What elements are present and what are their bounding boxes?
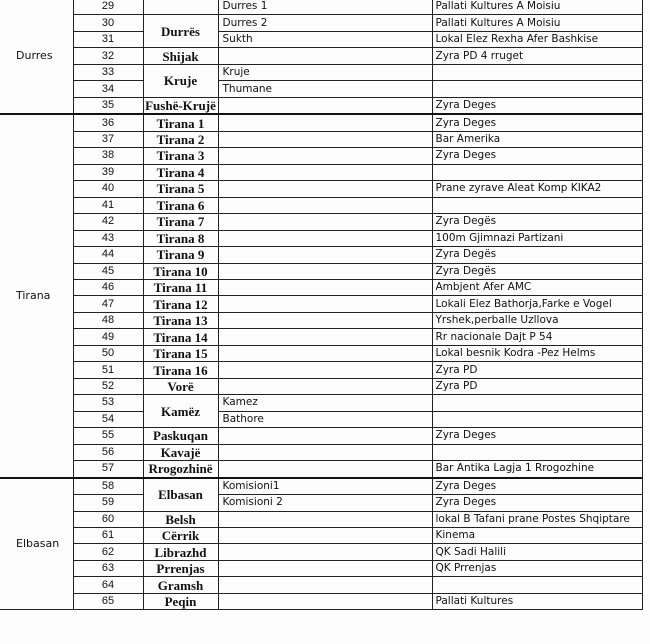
- location-cell: Zyra Degës: [432, 214, 642, 230]
- table-row: [0, 0, 642, 15]
- table-row: [0, 31, 642, 47]
- location-cell: Pallati Kultures A Moisiu: [432, 15, 642, 31]
- row-number: 36: [73, 114, 143, 131]
- table-row: [0, 230, 642, 246]
- municipality-cell: Librazhd: [143, 544, 218, 560]
- location-cell: Kinema: [432, 528, 642, 544]
- table-row: [0, 296, 642, 312]
- unit-cell: Bathore: [218, 411, 432, 427]
- location-cell: Lokal besnik Kodra -Pez Helms: [432, 345, 642, 361]
- municipality-cell: Tirana 12: [143, 296, 218, 312]
- location-cell: Zyra PD: [432, 362, 642, 378]
- row-number: 59: [73, 495, 143, 511]
- row-number: 40: [73, 181, 143, 197]
- row-number: 60: [73, 511, 143, 527]
- location-cell: lokal B Tafani prane Postes Shqiptare: [432, 511, 642, 527]
- location-cell: Pallati Kultures A Moisiu: [432, 0, 642, 15]
- table-row: [0, 395, 642, 411]
- location-cell: [432, 64, 642, 80]
- table-row: [0, 362, 642, 378]
- municipality-cell: Tirana 6: [143, 197, 218, 213]
- region-cell: Durres: [0, 0, 73, 114]
- location-cell: Zyra Deges: [432, 478, 642, 495]
- location-cell: [432, 395, 642, 411]
- location-cell: Zyra Deges: [432, 428, 642, 444]
- unit-cell: [218, 181, 432, 197]
- unit-cell: [218, 511, 432, 527]
- table-row: [0, 181, 642, 197]
- location-cell: Zyra PD 4 rruget: [432, 48, 642, 64]
- municipality-cell: Tirana 9: [143, 247, 218, 263]
- unit-cell: Durres 2: [218, 15, 432, 31]
- unit-cell: Kruje: [218, 64, 432, 80]
- unit-cell: [218, 247, 432, 263]
- row-number: 29: [73, 0, 143, 15]
- unit-cell: [218, 428, 432, 444]
- row-number: 47: [73, 296, 143, 312]
- location-cell: Zyra Deges: [432, 114, 642, 131]
- table-row: [0, 214, 642, 230]
- unit-cell: [218, 214, 432, 230]
- municipality-cell: Paskuqan: [143, 428, 218, 444]
- unit-cell: Komisioni 2: [218, 495, 432, 511]
- row-number: 52: [73, 378, 143, 394]
- row-number: 32: [73, 48, 143, 64]
- location-cell: Zyra Degës: [432, 247, 642, 263]
- municipality-cell: Tirana 1: [143, 114, 218, 131]
- row-number: 62: [73, 544, 143, 560]
- municipality-cell: Tirana 8: [143, 230, 218, 246]
- row-number: 48: [73, 312, 143, 328]
- municipality-cell: Kavajë: [143, 444, 218, 460]
- table-row: [0, 131, 642, 147]
- location-cell: [432, 444, 642, 460]
- table-row: [0, 544, 642, 560]
- row-number: 50: [73, 345, 143, 361]
- municipality-cell: Cërrik: [143, 528, 218, 544]
- location-cell: [432, 81, 642, 97]
- location-cell: Lokali Elez Bathorja,Farke e Vogel: [432, 296, 642, 312]
- municipality-cell: Gramsh: [143, 577, 218, 593]
- municipality-cell: Tirana 2: [143, 131, 218, 147]
- table-row: [0, 279, 642, 295]
- municipality-cell: Rrogozhinë: [143, 461, 218, 478]
- municipality-cell: Belsh: [143, 511, 218, 527]
- table-row: [0, 378, 642, 394]
- row-number: 45: [73, 263, 143, 279]
- location-cell: QK Sadi Halili: [432, 544, 642, 560]
- table-row: [0, 263, 642, 279]
- table-row: [0, 64, 642, 80]
- row-number: 61: [73, 528, 143, 544]
- municipality-cell: Peqin: [143, 593, 218, 609]
- table-row: [0, 329, 642, 345]
- row-number: 42: [73, 214, 143, 230]
- municipality-cell: Elbasan: [143, 478, 218, 511]
- unit-cell: [218, 528, 432, 544]
- unit-cell: [218, 48, 432, 64]
- unit-cell: Durres 1: [218, 0, 432, 15]
- unit-cell: [218, 148, 432, 164]
- location-cell: Zyra Deges: [432, 148, 642, 164]
- table-row: [0, 345, 642, 361]
- table-row: [0, 114, 642, 131]
- municipality-cell: [143, 0, 218, 15]
- municipality-cell: Vorë: [143, 378, 218, 394]
- unit-cell: [218, 296, 432, 312]
- location-cell: [432, 577, 642, 593]
- unit-cell: Thumane: [218, 81, 432, 97]
- unit-cell: [218, 230, 432, 246]
- table-row: [0, 81, 642, 97]
- location-cell: 100m Gjimnazi Partizani: [432, 230, 642, 246]
- row-number: 43: [73, 230, 143, 246]
- municipality-cell: Tirana 7: [143, 214, 218, 230]
- table-row: [0, 15, 642, 31]
- municipality-cell: Kruje: [143, 64, 218, 97]
- unit-cell: [218, 461, 432, 478]
- table-row: [0, 97, 642, 114]
- location-cell: Zyra Deges: [432, 495, 642, 511]
- table-row: [0, 312, 642, 328]
- row-number: 64: [73, 577, 143, 593]
- municipality-cell: Tirana 15: [143, 345, 218, 361]
- municipality-cell: Tirana 13: [143, 312, 218, 328]
- unit-cell: [218, 345, 432, 361]
- table-row: [0, 461, 642, 478]
- unit-cell: [218, 362, 432, 378]
- table-row: [0, 511, 642, 527]
- municipality-cell: Tirana 14: [143, 329, 218, 345]
- row-number: 63: [73, 560, 143, 576]
- unit-cell: Kamez: [218, 395, 432, 411]
- municipality-cell: Tirana 5: [143, 181, 218, 197]
- location-cell: Ambjent Afer AMC: [432, 279, 642, 295]
- row-number: 57: [73, 461, 143, 478]
- unit-cell: [218, 577, 432, 593]
- table-row: [0, 495, 642, 511]
- municipality-cell: Tirana 4: [143, 164, 218, 180]
- location-cell: Prane zyrave Aleat Komp KIKA2: [432, 181, 642, 197]
- table-row: [0, 197, 642, 213]
- row-number: 38: [73, 148, 143, 164]
- table-row: [0, 444, 642, 460]
- row-number: 35: [73, 97, 143, 114]
- row-number: 44: [73, 247, 143, 263]
- region-cell: Tirana: [0, 114, 73, 477]
- unit-cell: [218, 114, 432, 131]
- unit-cell: [218, 197, 432, 213]
- unit-cell: [218, 544, 432, 560]
- unit-cell: [218, 329, 432, 345]
- table-row: [0, 560, 642, 576]
- municipality-cell: Durrës: [143, 15, 218, 48]
- unit-cell: [218, 131, 432, 147]
- location-cell: QK Prrenjas: [432, 560, 642, 576]
- unit-cell: [218, 593, 432, 609]
- unit-cell: [218, 378, 432, 394]
- row-number: 33: [73, 64, 143, 80]
- row-number: 30: [73, 15, 143, 31]
- row-number: 65: [73, 593, 143, 609]
- table-row: [0, 478, 642, 495]
- row-number: 37: [73, 131, 143, 147]
- table-row: [0, 48, 642, 64]
- municipality-cell: Fushë-Krujë: [143, 97, 218, 114]
- table-row: [0, 577, 642, 593]
- unit-cell: [218, 279, 432, 295]
- municipality-cell: Shijak: [143, 48, 218, 64]
- region-cell: Elbasan: [0, 478, 73, 610]
- row-number: 49: [73, 329, 143, 345]
- unit-cell: [218, 97, 432, 114]
- unit-cell: Sukth: [218, 31, 432, 47]
- municipality-cell: Tirana 3: [143, 148, 218, 164]
- municipality-cell: Tirana 10: [143, 263, 218, 279]
- location-cell: [432, 411, 642, 427]
- unit-cell: [218, 312, 432, 328]
- municipality-cell: Tirana 11: [143, 279, 218, 295]
- location-cell: Bar Antika Lagja 1 Rrogozhine: [432, 461, 642, 478]
- table-row: [0, 247, 642, 263]
- unit-cell: [218, 560, 432, 576]
- municipality-cell: Tirana 16: [143, 362, 218, 378]
- row-number: 39: [73, 164, 143, 180]
- table-row: [0, 164, 642, 180]
- row-number: 56: [73, 444, 143, 460]
- location-cell: Yrshek,perballe Uzllova: [432, 312, 642, 328]
- unit-cell: [218, 263, 432, 279]
- location-cell: Rr nacionale Dajt P 54: [432, 329, 642, 345]
- location-cell: [432, 197, 642, 213]
- location-cell: Bar Amerika: [432, 131, 642, 147]
- table-row: [0, 428, 642, 444]
- row-number: 51: [73, 362, 143, 378]
- municipality-cell: Prrenjas: [143, 560, 218, 576]
- location-cell: Zyra Degës: [432, 263, 642, 279]
- row-number: 54: [73, 411, 143, 427]
- unit-cell: Komisioni1: [218, 478, 432, 495]
- row-number: 53: [73, 395, 143, 411]
- location-cell: Zyra PD: [432, 378, 642, 394]
- row-number: 46: [73, 279, 143, 295]
- table-row: [0, 593, 642, 609]
- row-number: 41: [73, 197, 143, 213]
- table-row: [0, 148, 642, 164]
- table-row: [0, 411, 642, 427]
- location-cell: Pallati Kultures: [432, 593, 642, 609]
- row-number: 31: [73, 31, 143, 47]
- row-number: 34: [73, 81, 143, 97]
- unit-cell: [218, 164, 432, 180]
- row-number: 55: [73, 428, 143, 444]
- municipality-cell: Kamëz: [143, 395, 218, 428]
- unit-cell: [218, 444, 432, 460]
- location-cell: Zyra Deges: [432, 97, 642, 114]
- location-cell: Lokal Elez Rexha Afer Bashkise: [432, 31, 642, 47]
- location-cell: [432, 164, 642, 180]
- row-number: 58: [73, 478, 143, 495]
- table-row: [0, 528, 642, 544]
